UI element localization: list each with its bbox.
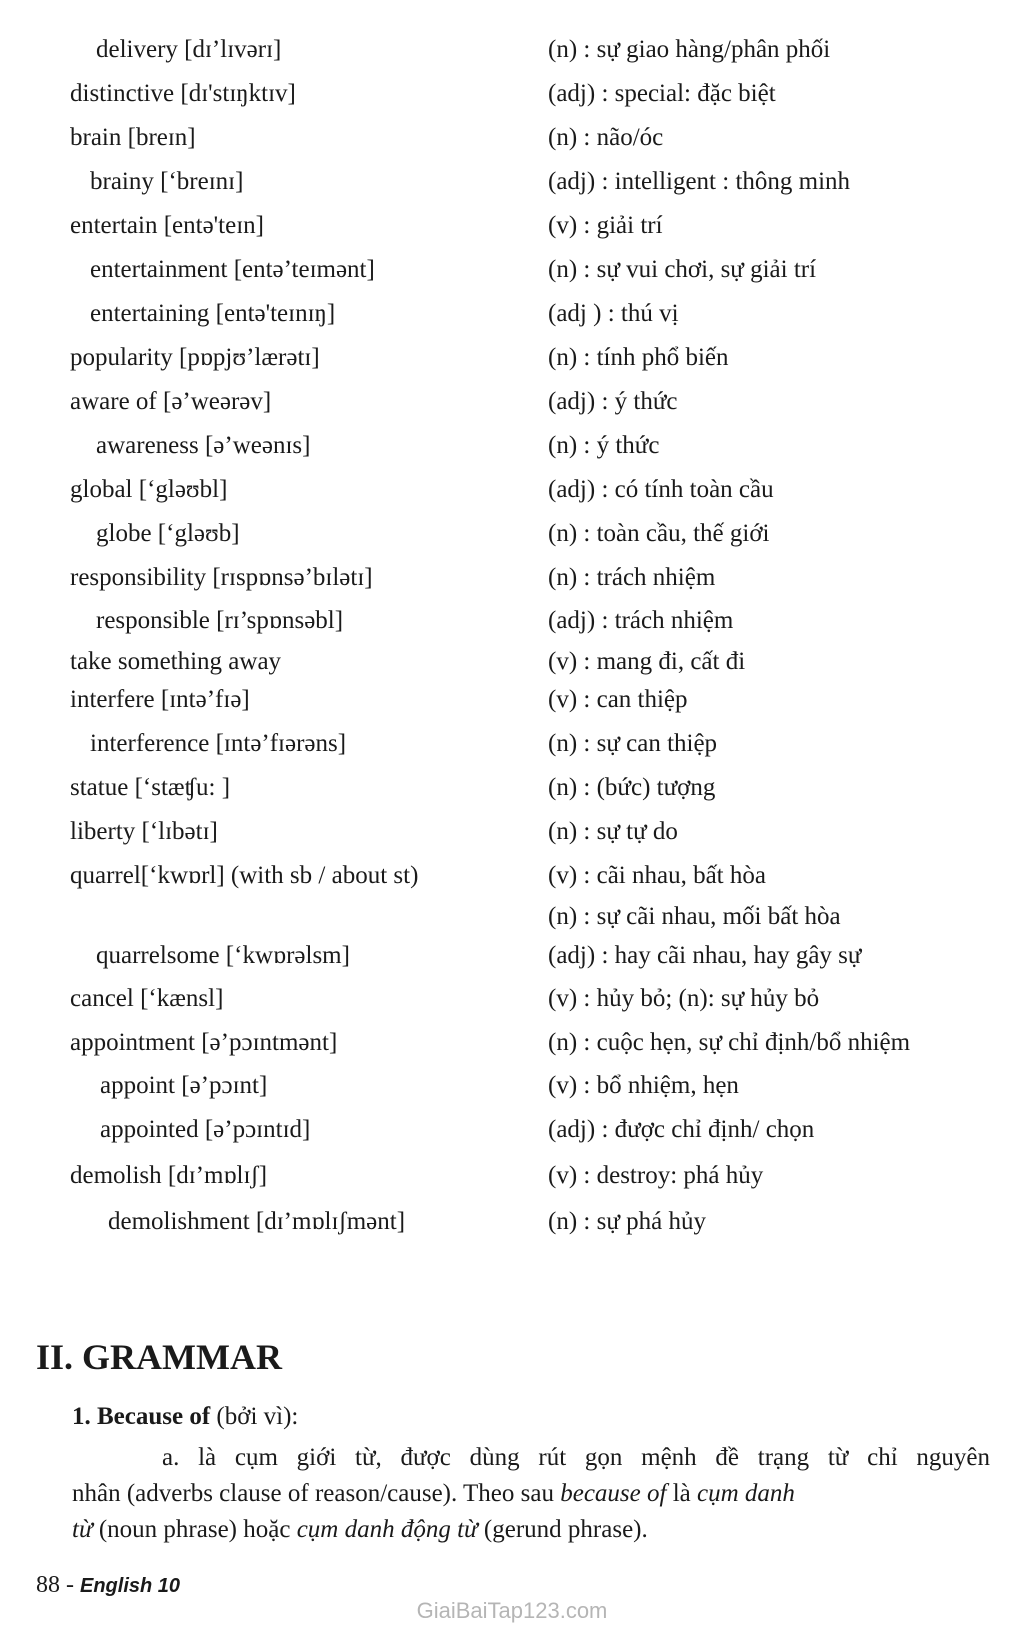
vocab-meaning: (v) : can thiệp [548, 686, 688, 713]
vocab-row [0, 74, 1024, 114]
vocab-row [0, 426, 1024, 466]
vocab-word: brain [breɪn] [70, 124, 196, 151]
vocab-row [0, 724, 1024, 764]
grammar-heading: II. GRAMMAR [36, 1337, 282, 1377]
vocab-word: globe [‘gləʊb] [96, 520, 240, 547]
vocab-meaning: (v) : giải trí [548, 212, 663, 239]
vocab-meaning: (n) : cuộc hẹn, sự chỉ định/bổ nhiệm [548, 1029, 911, 1056]
vocab-row [0, 30, 1024, 70]
vocab-meaning: (n) : sự cãi nhau, mối bất hòa [548, 903, 841, 930]
vocab-meaning: (adj) : special: đặc biệt [548, 80, 776, 107]
footer-separator: - [60, 1572, 80, 1598]
vocab-meaning: (n) : toàn cầu, thế giới [548, 520, 770, 547]
vocab-word: appoint [ə’pɔɪnt] [100, 1072, 268, 1099]
grammar-paragraph-line: a. là cụm giới từ, được dùng rút gọn mệnh đề trạng từ chỉ nguyên [162, 1444, 990, 1471]
vocab-word: appointed [ə’pɔɪntɪd] [100, 1116, 311, 1143]
italic-term: cụm danh [697, 1480, 795, 1507]
vocab-word: aware of [ə’weərəv] [70, 388, 272, 415]
vocab-row [0, 514, 1024, 554]
vocab-word: appointment [ə’pɔɪntmənt] [70, 1029, 338, 1056]
vocab-word: interference [ɪntə’fɪərəns] [90, 730, 347, 757]
vocab-word: interfere [ɪntə’fɪə] [70, 686, 250, 713]
text-span: (noun phrase) hoặc [92, 1516, 297, 1543]
vocab-meaning: (v) : hủy bỏ; (n): sự hủy bỏ [548, 985, 820, 1012]
vocab-meaning: (adj) : trách nhiệm [548, 607, 734, 634]
grammar-paragraph-line [72, 1476, 990, 1512]
vocab-row [0, 1023, 1024, 1063]
vocab-meaning: (n) : sự tự do [548, 818, 678, 845]
vocab-word: demolish [dɪ’mɒlɪʃ] [70, 1162, 268, 1189]
vocab-row [0, 470, 1024, 510]
vocab-row [0, 206, 1024, 246]
vocab-word: entertaining [entə'teɪnɪŋ] [90, 300, 336, 327]
vocab-word: demolishment [dɪ’mɒlɪʃmənt] [108, 1208, 406, 1235]
grammar-subheading [72, 1399, 298, 1435]
text-span: là [666, 1480, 697, 1507]
vocab-row [0, 250, 1024, 290]
vocab-row [0, 558, 1024, 598]
vocab-meaning: (adj) : được chỉ định/ chọn [548, 1116, 815, 1143]
vocab-word: global [‘gləʊbl] [70, 476, 228, 503]
vocab-meaning: (v) : bổ nhiệm, hẹn [548, 1072, 739, 1099]
vocab-word: cancel [‘kænsl] [70, 985, 224, 1012]
vocab-meaning: (n) : não/óc [548, 124, 664, 151]
vocab-row [0, 642, 1024, 682]
vocab-meaning: (n) : sự phá hủy [548, 1208, 706, 1235]
vocab-row [0, 601, 1024, 641]
watermark: GiaiBaiTap123.com [416, 1598, 608, 1623]
text-span: (gerund phrase). [477, 1516, 648, 1543]
vocab-row [0, 1110, 1024, 1150]
vocab-meaning: (n) : sự giao hàng/phân phối [548, 36, 831, 63]
vocab-meaning: (n) : tính phổ biến [548, 344, 729, 371]
vocab-row [0, 1066, 1024, 1106]
vocab-word: quarrel[‘kwɒrl] (with sb / about st) [70, 862, 419, 889]
vocab-meaning: (n) : trách nhiệm [548, 564, 716, 591]
vocab-meaning: (v) : mang đi, cất đi [548, 648, 746, 675]
vocab-row [0, 768, 1024, 808]
italic-term: cụm danh động từ [296, 1516, 478, 1543]
vocab-meaning: (adj) : hay cãi nhau, hay gây sự [548, 942, 862, 969]
vocab-meaning: (v) : destroy: phá hủy [548, 1162, 764, 1189]
vocab-row [0, 1202, 1024, 1242]
vocab-word: entertain [entə'teɪn] [70, 212, 264, 239]
vocab-meaning: (n) : (bức) tượng [548, 774, 716, 801]
vocab-row [0, 680, 1024, 720]
vocab-row [0, 382, 1024, 422]
italic-term: because of [560, 1480, 667, 1507]
vocab-row [0, 812, 1024, 852]
vocab-row [0, 338, 1024, 378]
vocab-meaning: (adj ) : thú vị [548, 300, 679, 327]
vocab-word: distinctive [dɪ'stɪŋktɪv] [70, 80, 296, 107]
vocab-meaning: (n) : sự vui chơi, sự giải trí [548, 256, 817, 283]
vocab-row [0, 979, 1024, 1019]
book-title: English 10 [80, 1575, 181, 1597]
vocab-row [0, 856, 1024, 896]
vocab-row [0, 294, 1024, 334]
subheading-term: 1. Because of [72, 1403, 211, 1430]
vocab-word: quarrelsome [‘kwɒrəlsm] [96, 942, 350, 969]
vocab-meaning: (n) : sự can thiệp [548, 730, 718, 757]
vocab-word: responsibility [rɪspɒnsə’bɪlətɪ] [70, 564, 373, 591]
italic-term: từ [72, 1516, 93, 1543]
vocab-row [0, 897, 1024, 937]
vocab-row [0, 1156, 1024, 1196]
vocab-row [0, 162, 1024, 202]
vocab-word: delivery [dɪ’lɪvərɪ] [96, 36, 282, 63]
vocab-word: awareness [ə’weənɪs] [96, 432, 311, 459]
vocab-meaning: (v) : cãi nhau, bất hòa [548, 862, 766, 889]
vocab-word: popularity [pɒpjʊ’lærətɪ] [70, 344, 320, 371]
grammar-paragraph-line [72, 1512, 990, 1548]
vocab-meaning: (n) : ý thức [548, 432, 660, 459]
vocab-word: take something away [70, 648, 282, 675]
vocab-meaning: (adj) : intelligent : thông minh [548, 168, 851, 195]
vocab-meaning: (adj) : có tính toàn cầu [548, 476, 774, 503]
vocab-word: entertainment [entə’teɪmənt] [90, 256, 375, 283]
page-number: 88 [36, 1572, 60, 1598]
vocab-row [0, 936, 1024, 976]
vocab-word: statue [‘stæʧu: ] [70, 774, 231, 801]
subheading-gloss: (bởi vì): [210, 1403, 299, 1430]
vocab-word: responsible [rɪ’spɒnsəbl] [96, 607, 344, 634]
vocab-word: liberty [‘lɪbətɪ] [70, 818, 218, 845]
vocab-word: brainy [‘breɪnɪ] [90, 168, 244, 195]
text-span: nhân (adverbs clause of reason/cause). Theo sau [72, 1480, 561, 1507]
vocab-meaning: (adj) : ý thức [548, 388, 678, 415]
vocab-row [0, 118, 1024, 158]
